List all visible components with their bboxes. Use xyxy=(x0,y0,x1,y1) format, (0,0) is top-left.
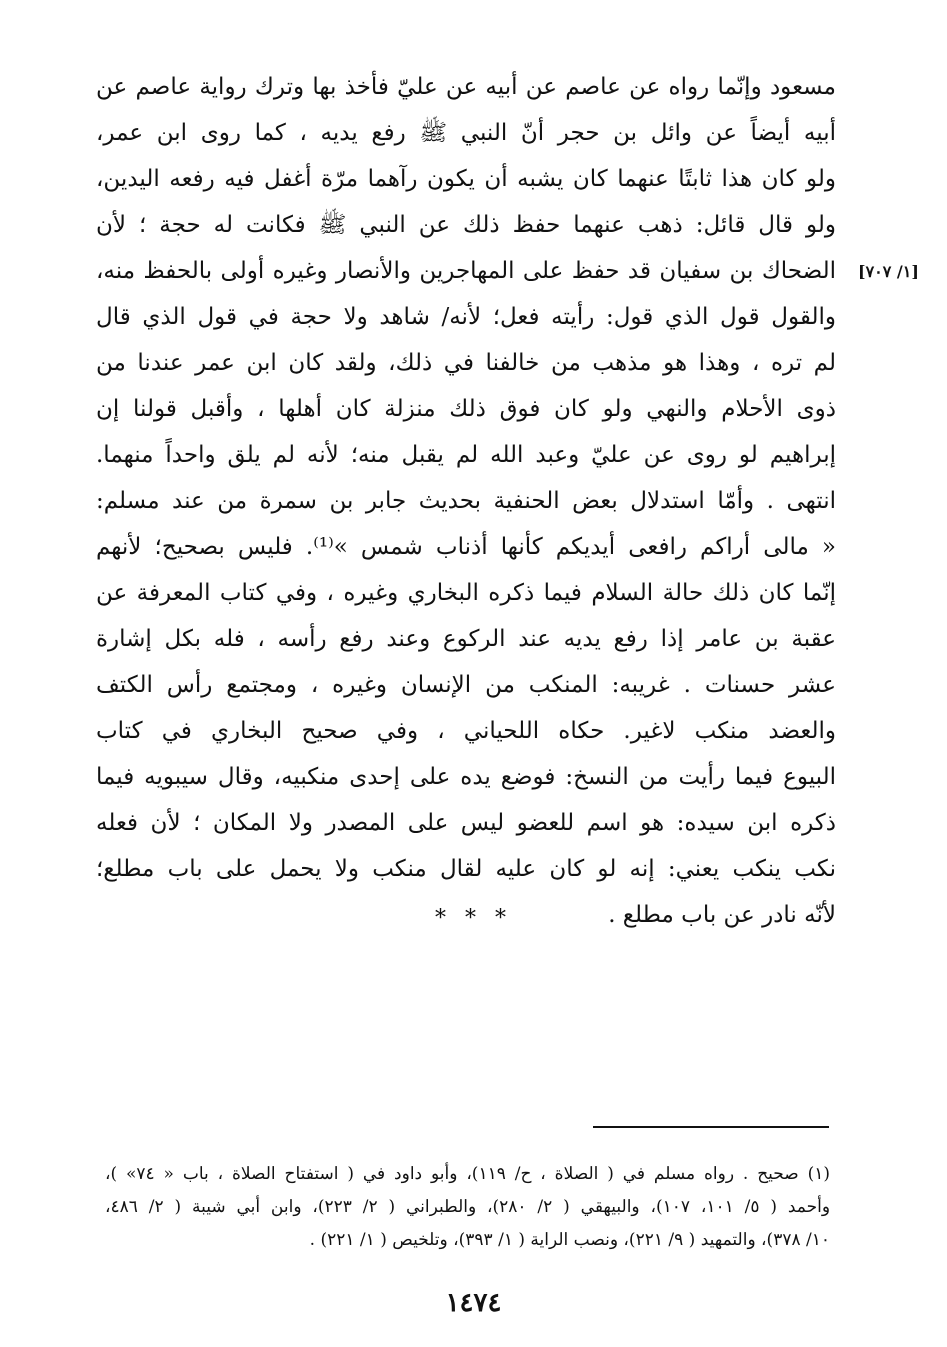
text-line: لم تره ، وهذا هو مذهب من خالفنا في ذلك، ولقد كان ابن عمر عندنا من xyxy=(96,350,836,376)
text-line: والقول قول الذي قول: رأيته فعل؛ لأنه/ شاهد ولا حجة في قول الذي قال xyxy=(96,304,836,330)
text-line: نكب ينكب يعني: إنه لو كان عليه لقال منكب ولا يحمل على باب مطلع؛ xyxy=(96,856,836,882)
margin-volume-page-reference: [١/ ٧٠٧] xyxy=(858,262,919,281)
text-line: مسعود وإنّما رواه عن عاصم عن أبيه عن عليّ فأخذ بها وترك رواية عاصم عن xyxy=(96,74,836,100)
text-line: انتهى . وأمّا استدلال بعض الحنفية بحديث جابر بن سمرة من عند مسلم: xyxy=(96,488,836,514)
text-line: ذكره ابن سيده: هو اسم للعضو ليس على المصدر ولا المكان ؛ لأن فعله xyxy=(96,810,836,836)
text-line: عشر حسنات . غريبه: المنكب من الإنسان وغيره ، ومجتمع رأس الكتف xyxy=(96,672,836,698)
text-line: الضحاك بن سفيان قد حفظ على المهاجرين والأنصار وغيره أولى بالحفظ منه، xyxy=(96,258,836,284)
text-line: إبراهيم لو روى عن عليّ وعبد الله لم يقبل منه؛ لأنه لم يلق واحداً منهما. xyxy=(96,442,836,468)
text-line: ولو كان هذا ثابتًا عنهما كان يشبه أن يكون رآهما مرّة أغفل فيه رفعه اليدين، xyxy=(96,166,836,192)
footnote-line: وأحمد ( ٥/ ١٠١، ١٠٧)، والبيهقي ( ٢/ ٢٨٠)، والطبراني ( ٢/ ٢٢٣)، وابن أبي شيبة ( ٢/ ٤٨٦، xyxy=(105,1197,830,1217)
main-text-body xyxy=(96,64,836,938)
text-line: البيوع فيما رأيت من النسخ: فوضع يده على إحدى منكبيه، وقال سيبويه فيما xyxy=(96,764,836,790)
section-separator: * * * xyxy=(435,906,512,931)
text-line: أبيه أيضاً عن وائل بن حجر أنّ النبي ﷺ رفع يديه ، كما روى ابن عمر، xyxy=(96,120,836,146)
text-line: ولو قال قائل: ذهب عنهما حفظ ذلك عن النبي ﷺ فكانت له حجة ؛ لأن xyxy=(96,212,836,238)
footnotes xyxy=(105,1158,830,1257)
footnote-line: ١٠/ ٣٧٨)، والتمهيد ( ٩/ ٢٢١)، ونصب الراية ( ١/ ٣٩٣)، وتلخيص ( ١/ ٢٢١) . xyxy=(309,1230,830,1250)
text-line: « مالى أراكم رافعى أيديكم كأنها أذناب شمس »⁽¹⁾. فليس بصحيح؛ لأنهم xyxy=(96,534,836,560)
footnote-line: (١) صحيح . رواه مسلم في ( الصلاة ، ح/ ١١٩)، وأبو داود في ( استفتاح الصلاة ، باب « ٧٤» )، xyxy=(105,1164,830,1184)
text-line: لأنّه نادر عن باب مطلع . xyxy=(608,902,836,928)
footnote-divider xyxy=(593,1126,829,1128)
text-line: إنّما كان ذلك حالة السلام فيما ذكره البخاري وغيره ، وفي كتاب المعرفة عن xyxy=(96,580,836,606)
text-line: ذوى الأحلام والنهي ولو كان فوق ذلك منزلة كان أهلها ، وأقبل قولنا إن xyxy=(96,396,836,422)
page-number: ١٤٧٤ xyxy=(445,1288,502,1318)
text-line: عقبة بن عامر إذا رفع يديه عند الركوع وعند رفع رأسه ، فله بكل إشارة xyxy=(96,626,836,652)
text-line: والعضد منكب لاغير. حكاه اللحياني ، وفي صحيح البخاري في كتاب xyxy=(96,718,836,744)
